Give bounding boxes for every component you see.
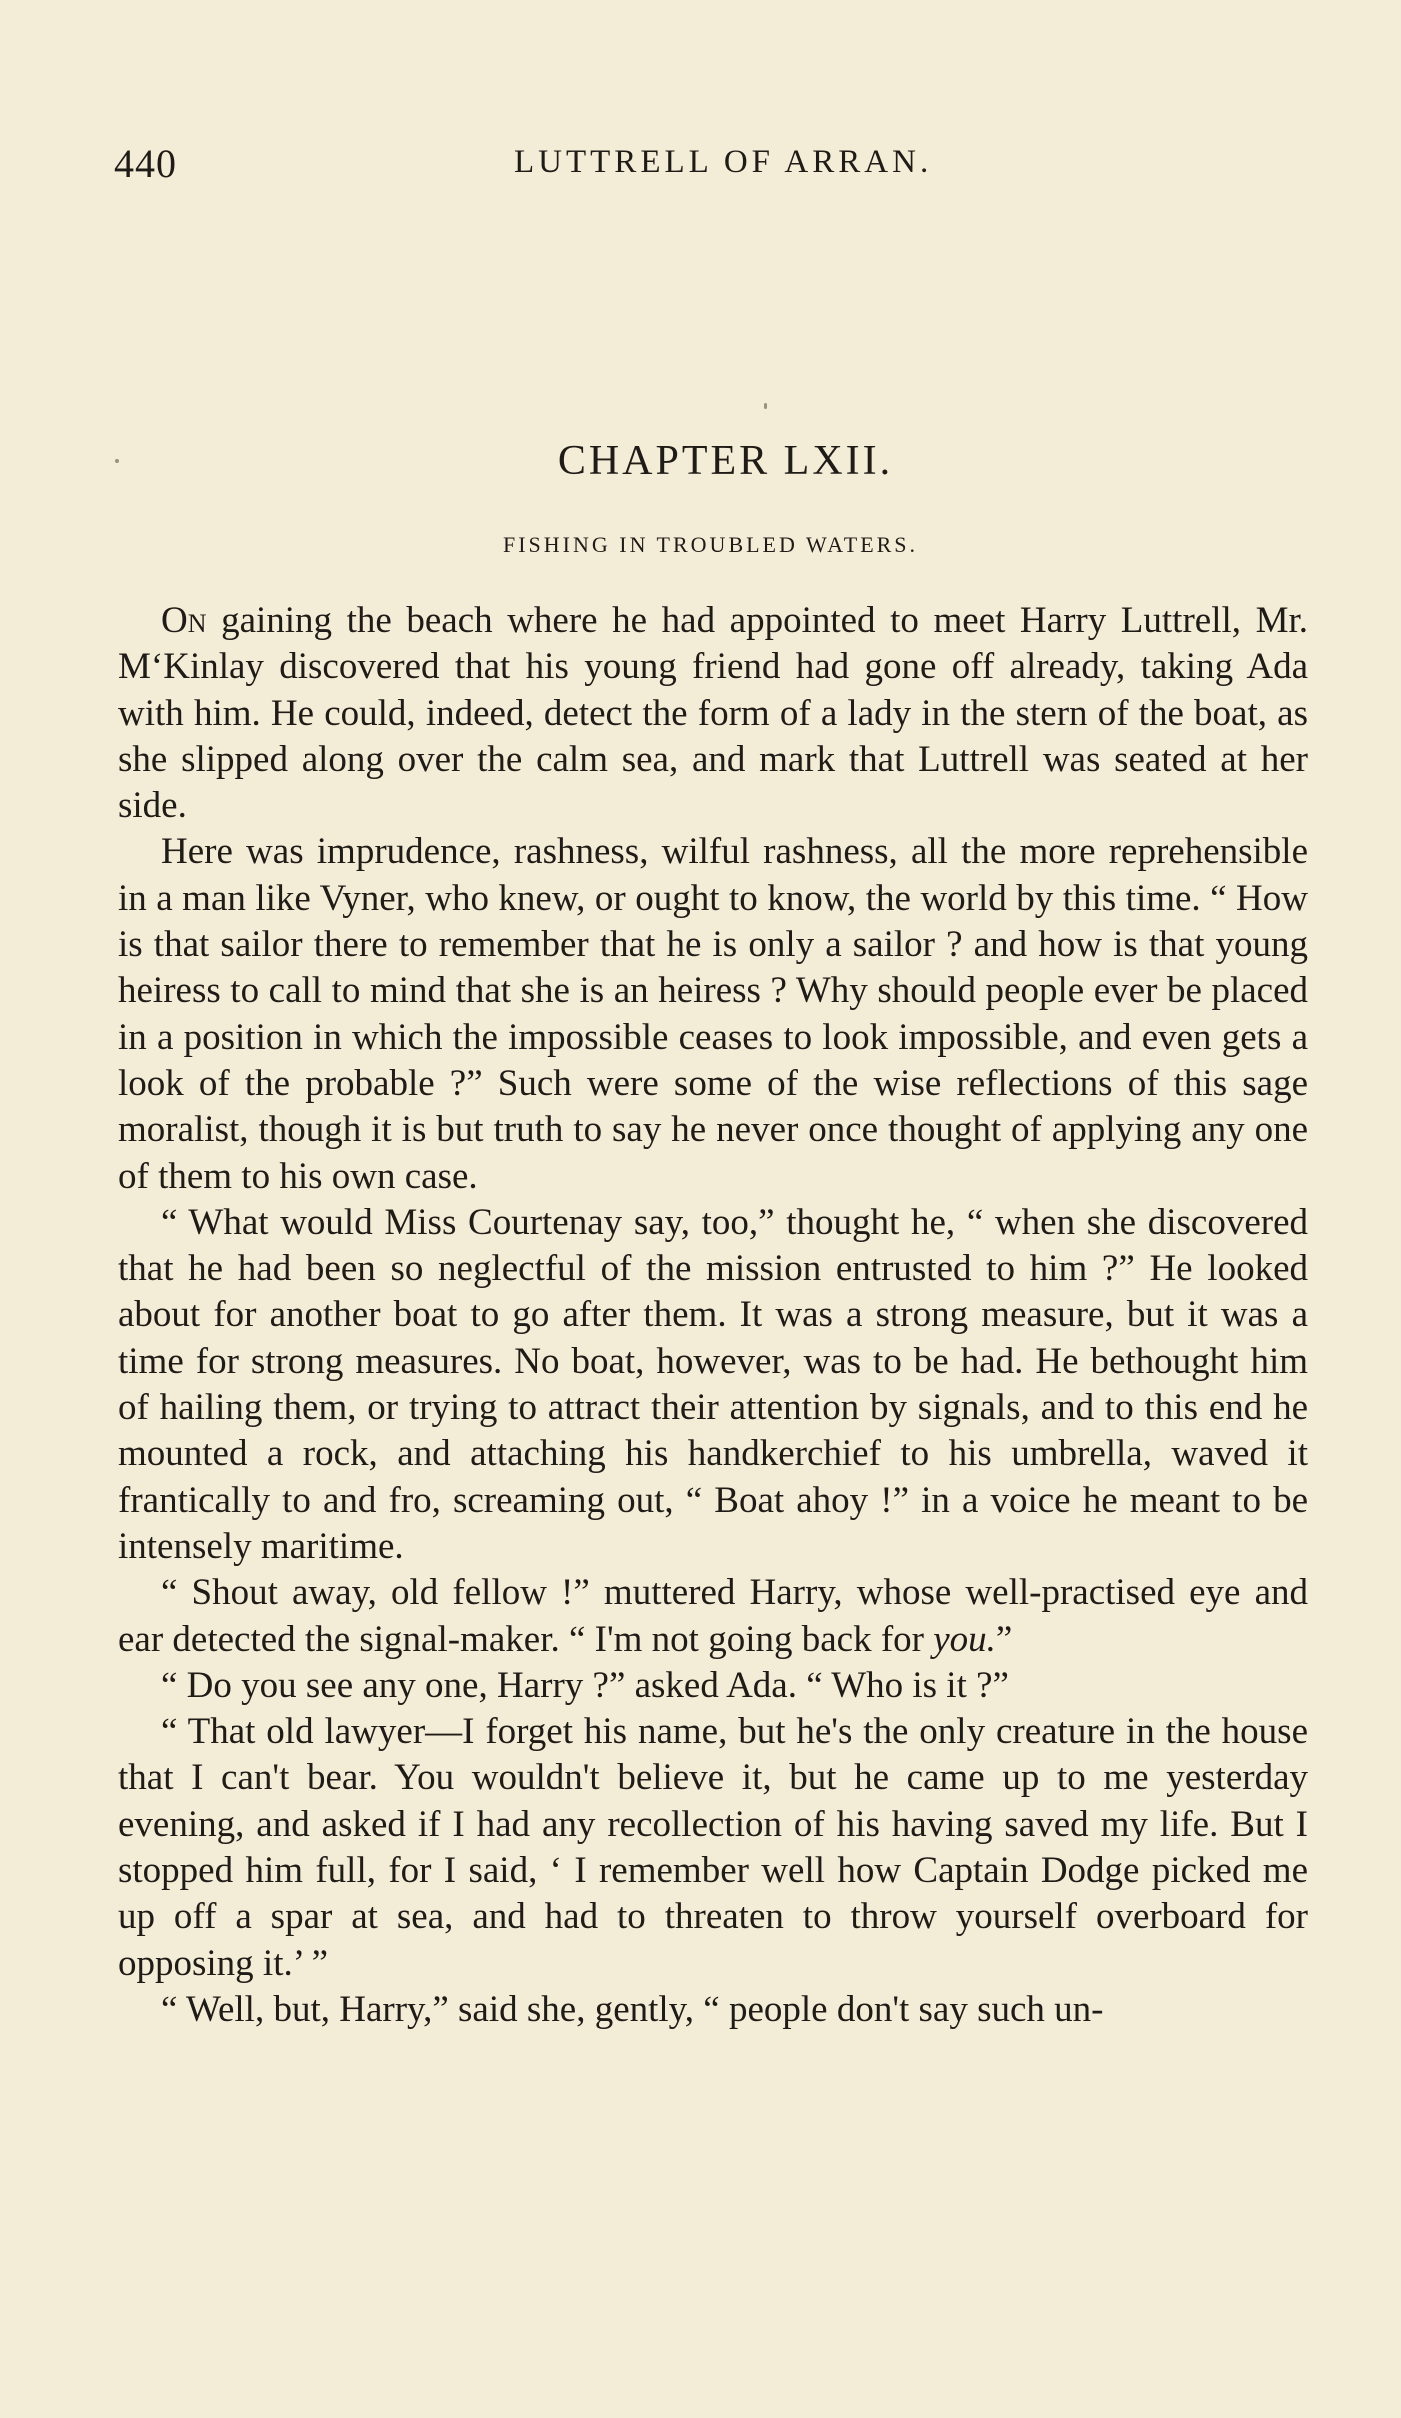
closing-quote: ”	[995, 1618, 1013, 1660]
chapter-subtitle: FISHING IN TROUBLED WATERS.	[502, 532, 919, 557]
paragraph-text: “ Shout away, old fellow !” muttered Harry, whose well-practised eye and ear detected the signal-maker. “ I'm not going back for	[118, 1572, 1308, 1660]
paragraph	[118, 1570, 1308, 1663]
paragraph: “ Well, but, Harry,” said she, gently, “ people don't say such un-	[161, 1988, 1104, 2030]
chapter-title: CHAPTER LXII.	[557, 438, 894, 484]
paragraph	[118, 598, 1308, 829]
opening-word: On	[161, 600, 207, 641]
emphasis-text: you.	[933, 1618, 996, 1660]
paragraph: “ That old lawyer—I forget his name, but he's the only creature in the house that I can't bear. You wouldn't believe it, but he came up to me yesterday evening, and asked if I had any recollection of his having saved my life. But I stopped him full, for I said, ‘ I remember well how Captain Dodge picked me up off a spar at sea, and had to threaten to throw yourself overboard for opposing it.’ ”	[118, 1711, 1308, 1984]
running-head	[114, 140, 1304, 200]
paragraph: “ Do you see any one, Harry ?” asked Ada. “ Who is it ?”	[161, 1664, 1009, 1706]
running-title: LUTTRELL OF ARRAN.	[514, 144, 933, 180]
paragraph: “ What would Miss Courtenay say, too,” thought he, “ when she discovered that he had been so neglectful of the mission entrusted to him ?” He looked about for another boat to go after them. It was a strong measure, but it was a time for strong measures. No boat, however, was to be had. He bethought him of hailing them, or trying to attract their attention by signals, and to this end he mounted a rock, and attaching his handkerchief to his umbrella, waved it frantically to and fro, screaming out, “ Boat ahoy !” in a voice he meant to be intensely maritime.	[118, 1201, 1308, 1567]
page-number: 440	[114, 141, 177, 186]
stray-mark	[764, 403, 767, 409]
paragraph-text: gaining the beach where he had appointed to meet Harry Luttrell, Mr. M‘Kinlay discovered that his young friend had gone off already, taking Ada with him. He could, indeed, detect the form of a lady in the stern of the boat, as she slipped along over the calm sea, and mark that Luttrell was seated at her side.	[118, 600, 1308, 827]
paragraph: Here was imprudence, rashness, wilful rashness, all the more reprehensible in a man like Vyner, who knew, or ought to know, the world by this time. “ How is that sailor there to remember that he is only a sailor ? and how is that young heiress to call to mind that she is an heiress ? Why should people ever be placed in a position in which the impossible ceases to look impossible, and even gets a look of the probable ?” Such were some of the wise reflections of this sage moralist, though it is but truth to say he never once thought of applying any one of them to his own case.	[118, 831, 1308, 1197]
chapter-body	[118, 598, 1308, 2033]
